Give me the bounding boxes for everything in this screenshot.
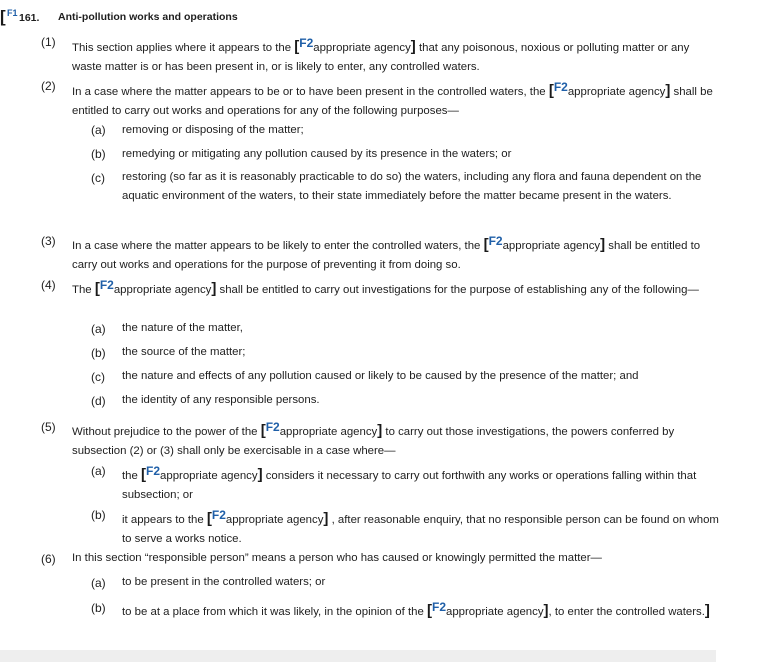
subsection-3-text: In a case where the matter appears to be likely to enter the controlled waters, the [F2appropriate agency] shall be entitled to carry out works and operations for the purpose of preventing it from doing so. bbox=[72, 234, 701, 271]
paragraph-6b-text: to be at a place from which it was likely, in the opinion of the [F2appropriate agency], to enter the controlled waters.] bbox=[122, 600, 710, 619]
paragraph-4d-text: the identity of any responsible persons. bbox=[122, 394, 320, 406]
paragraph-6a-number: (a) bbox=[91, 576, 106, 590]
footnote-ref-f2[interactable]: F2 bbox=[211, 508, 226, 522]
paragraph-2a-text: removing or disposing of the matter; bbox=[122, 124, 304, 136]
paragraph-5a-text: the [F2appropriate agency] considers it necessary to carry out forthwith any works or operations falling within that subsection; or bbox=[122, 464, 697, 501]
paragraph-6a-text: to be present in the controlled waters; or bbox=[122, 576, 326, 588]
paragraph-2a-number: (a) bbox=[91, 123, 106, 137]
paragraph-5b-text: it appears to the [F2appropriate agency] , after reasonable enquiry, that no responsible person can be found on whom to serve a works notice. bbox=[122, 508, 719, 545]
paragraph-4d-number: (d) bbox=[91, 394, 106, 408]
footnote-ref-f2[interactable]: F2 bbox=[553, 80, 568, 94]
section-title: Anti-pollution works and operations bbox=[58, 11, 238, 23]
paragraph-2c-number: (c) bbox=[91, 171, 105, 185]
subsection-2-text: In a case where the matter appears to be or to have been present in the controlled waters, the [F2appropriate agency] shall be entitled to carry out works and operations for any of the following purposes— bbox=[72, 80, 713, 117]
footnote-ref-f2[interactable]: F2 bbox=[488, 234, 503, 248]
bottom-scroll-bar bbox=[0, 650, 716, 662]
paragraph-2b-number: (b) bbox=[91, 147, 106, 161]
subsection-3-number: (3) bbox=[41, 234, 56, 248]
paragraph-4a-number: (a) bbox=[91, 322, 106, 336]
footnote-ref-f1[interactable]: F1 bbox=[7, 8, 18, 18]
amendment-close-bracket: ] bbox=[704, 602, 710, 619]
footnote-ref-f2[interactable]: F2 bbox=[299, 36, 314, 50]
footnote-ref-f2[interactable]: F2 bbox=[146, 464, 161, 478]
amendment-open-bracket: [ bbox=[0, 7, 6, 26]
paragraph-4a-text: the nature of the matter, bbox=[122, 322, 243, 334]
subsection-2-number: (2) bbox=[41, 79, 56, 93]
subsection-1-text: This section applies where it appears to the [F2appropriate agency] that any poisonous, noxious or polluting matter or any waste matter is or has been present in, or is likely to enter, any controlled waters. bbox=[72, 36, 690, 73]
subsection-5-text: Without prejudice to the power of the [F2appropriate agency] to carry out those investigations, the powers conferred by subsection (2) or (3) shall only be exercisable in a case where— bbox=[72, 420, 675, 457]
paragraph-4c-number: (c) bbox=[91, 370, 105, 384]
section-number: 161. bbox=[19, 12, 40, 24]
paragraph-5a-number: (a) bbox=[91, 464, 106, 478]
paragraph-6b-number: (b) bbox=[91, 601, 106, 615]
subsection-1-number: (1) bbox=[41, 35, 56, 49]
paragraph-4b-text: the source of the matter; bbox=[122, 346, 246, 358]
subsection-6-text: In this section “responsible person” means a person who has caused or knowingly permitted the matter— bbox=[72, 552, 602, 564]
subsection-4-number: (4) bbox=[41, 278, 56, 292]
subsection-4-text: The [F2appropriate agency] shall be entitled to carry out investigations for the purpose of establishing any of the following— bbox=[72, 278, 699, 297]
paragraph-5b-number: (b) bbox=[91, 508, 106, 522]
footnote-ref-f2[interactable]: F2 bbox=[265, 420, 280, 434]
paragraph-4c-text: the nature and effects of any pollution caused or likely to be caused by the presence of the matter; and bbox=[122, 370, 639, 382]
paragraph-2c-text: restoring (so far as it is reasonably practicable to do so) the waters, including any flora and fauna dependent on the aquatic environment of the waters, to their state immediately before the matter became present in the waters. bbox=[122, 171, 702, 202]
paragraph-4b-number: (b) bbox=[91, 346, 106, 360]
footnote-ref-f2[interactable]: F2 bbox=[431, 600, 446, 614]
subsection-6-number: (6) bbox=[41, 552, 56, 566]
paragraph-2b-text: remedying or mitigating any pollution caused by its presence in the waters; or bbox=[122, 148, 512, 160]
subsection-5-number: (5) bbox=[41, 420, 56, 434]
footnote-ref-f2[interactable]: F2 bbox=[99, 278, 114, 292]
